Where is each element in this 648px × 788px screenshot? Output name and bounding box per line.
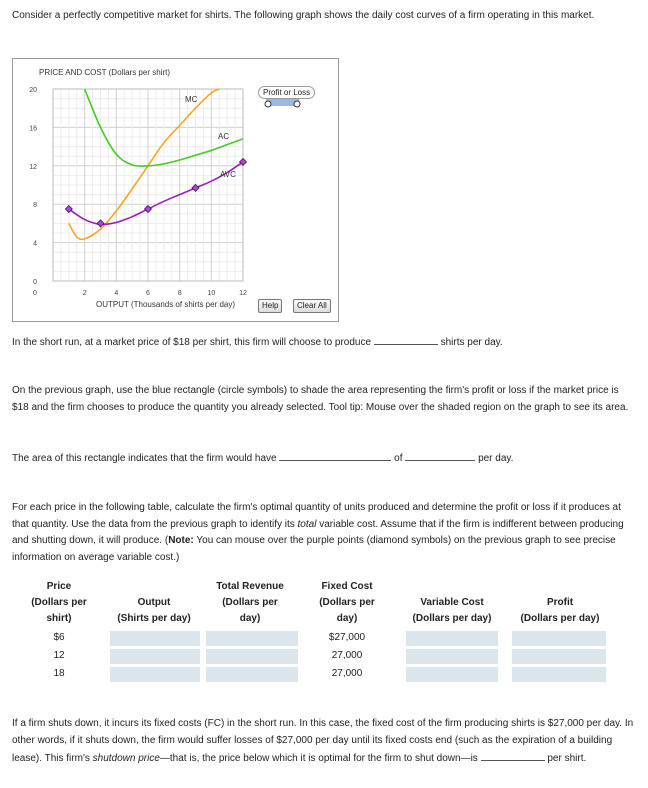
x-axis-label: OUTPUT (Thousands of shirts per day) <box>96 300 236 309</box>
clear-all-button[interactable]: Clear All <box>293 299 331 313</box>
fixed-cost-header: Fixed Cost (Dollars per day) <box>319 581 375 624</box>
q4-part2: variable cost. Assume that if the firm is indifferent between producing and shutting down, it will produce. ( <box>12 518 624 546</box>
y-tick-label: 0 <box>33 279 37 286</box>
y-tick-label: 8 <box>33 202 37 210</box>
x-tick-label: 12 <box>239 290 247 297</box>
grid <box>53 89 243 281</box>
q3-profit-loss-dropdown[interactable] <box>279 449 391 461</box>
profit-header: Profit (Dollars per day) <box>520 597 600 624</box>
q1-text: In the short run, at a market price of $18 per shirt, this firm will choose to produce <box>12 337 372 348</box>
profit-loss-tool-label: Profit or Loss <box>258 86 315 99</box>
tool-handle-left[interactable] <box>265 101 271 107</box>
cost-curves-graph[interactable] <box>12 58 339 322</box>
avc-label: AVC <box>220 170 236 179</box>
price-header: Price (Dollars per shirt) <box>31 581 87 624</box>
q5-part1: If a firm shuts down, it incurs its fixed costs (FC) in the short run. In this case, the fixed cost of the firm producing shirts is $27,000 per day. In other words, if it shuts down, the firm would suffer losses of $27,000 per day until its fixed costs end (such as the expiration of a building lease). This firm's <box>12 718 634 764</box>
x-ticks <box>33 290 247 297</box>
q4-note-label: Note: <box>168 535 194 546</box>
question-2-text: On the previous graph, use the blue rectangle (circle symbols) to shade the area representing the firm's profit or loss if the market price is $18 and the firm chooses to produce the quantity you already selected. Tool tip: Mouse over the shaded region on the graph to see its area. <box>12 385 629 413</box>
x-tick-label: 8 <box>177 290 182 297</box>
x-tick-label: 6 <box>146 290 150 297</box>
total-revenue-header: Total Revenue (Dollars per day) <box>216 581 284 624</box>
fixed-cost-cell: 27,000 <box>331 668 363 679</box>
mc-curve <box>69 89 219 239</box>
y-tick-label: 16 <box>29 125 37 133</box>
price-cell: $6 <box>53 632 65 643</box>
q5-part2: —that is, the price below which it is optimal for the firm to shut down—is <box>159 753 478 764</box>
price-cell: 18 <box>53 668 65 679</box>
y-tick-label: 4 <box>33 240 37 248</box>
q3-suffix: per day. <box>478 453 514 464</box>
output-input[interactable] <box>110 631 200 646</box>
avc-diamond-point[interactable] <box>145 206 152 213</box>
variable-cost-input[interactable] <box>406 667 498 682</box>
profit-input[interactable] <box>512 649 606 664</box>
q3-text: The area of this rectangle indicates that the firm would have <box>12 453 277 464</box>
output-input[interactable] <box>110 667 200 682</box>
total-revenue-input[interactable] <box>206 649 298 664</box>
y-ticks <box>29 87 37 286</box>
mc-label: MC <box>185 95 198 104</box>
x-tick-label: 10 <box>207 290 216 297</box>
q4-total-emphasis: total <box>297 518 317 530</box>
profit-input[interactable] <box>512 667 606 682</box>
variable-cost-input[interactable] <box>406 631 498 646</box>
variable-cost-input[interactable] <box>406 649 498 664</box>
y-axis-label: PRICE AND COST (Dollars per shirt) <box>39 68 170 77</box>
help-button[interactable]: Help <box>258 299 282 313</box>
output-header: Output (Shirts per day) <box>117 597 191 624</box>
y-tick-label: 12 <box>29 163 37 171</box>
q4-part3: You can mouse over the purple points (diamond symbols) on the previous graph to see precise information on average variable cost.) <box>12 535 616 563</box>
price-cell: 12 <box>53 650 65 661</box>
q5-shutdown-price-input[interactable] <box>481 749 545 761</box>
total-revenue-input[interactable] <box>206 667 298 682</box>
q5-shutdown-price-emphasis: shutdown price <box>92 753 160 764</box>
q1-suffix: shirts per day. <box>440 337 503 348</box>
fixed-cost-cell: $27,000 <box>328 632 366 643</box>
q3-amount-dropdown[interactable] <box>405 449 475 461</box>
question-4-text <box>12 500 632 566</box>
q1-quantity-input[interactable] <box>374 333 438 345</box>
question-5-text <box>12 716 636 768</box>
intro-text: Consider a perfectly competitive market for shirts. The following graph shows the daily cost curves of a firm operating in this market. <box>12 10 595 21</box>
q5-suffix: per shirt. <box>547 753 587 764</box>
question-3 <box>12 449 632 467</box>
q3-of: of <box>394 453 403 464</box>
profit-input[interactable] <box>512 631 606 646</box>
x-tick-label: 2 <box>82 290 87 297</box>
y-tick-label: 20 <box>29 87 37 94</box>
fixed-cost-cell: 27,000 <box>331 650 363 661</box>
x-tick-label: 0 <box>33 290 37 297</box>
ac-label: AC <box>218 132 230 141</box>
total-revenue-input[interactable] <box>206 631 298 646</box>
output-input[interactable] <box>110 649 200 664</box>
variable-cost-header: Variable Cost (Dollars per day) <box>412 597 492 624</box>
x-tick-label: 4 <box>114 290 119 297</box>
tool-handle-right[interactable] <box>294 101 300 107</box>
question-1 <box>12 333 632 351</box>
q4-part1: For each price in the following table, calculate the firm's optimal quantity of units produced and determine the profit or loss if it produces at that quantity. Use the data from the previous graph to identify its <box>12 502 621 530</box>
